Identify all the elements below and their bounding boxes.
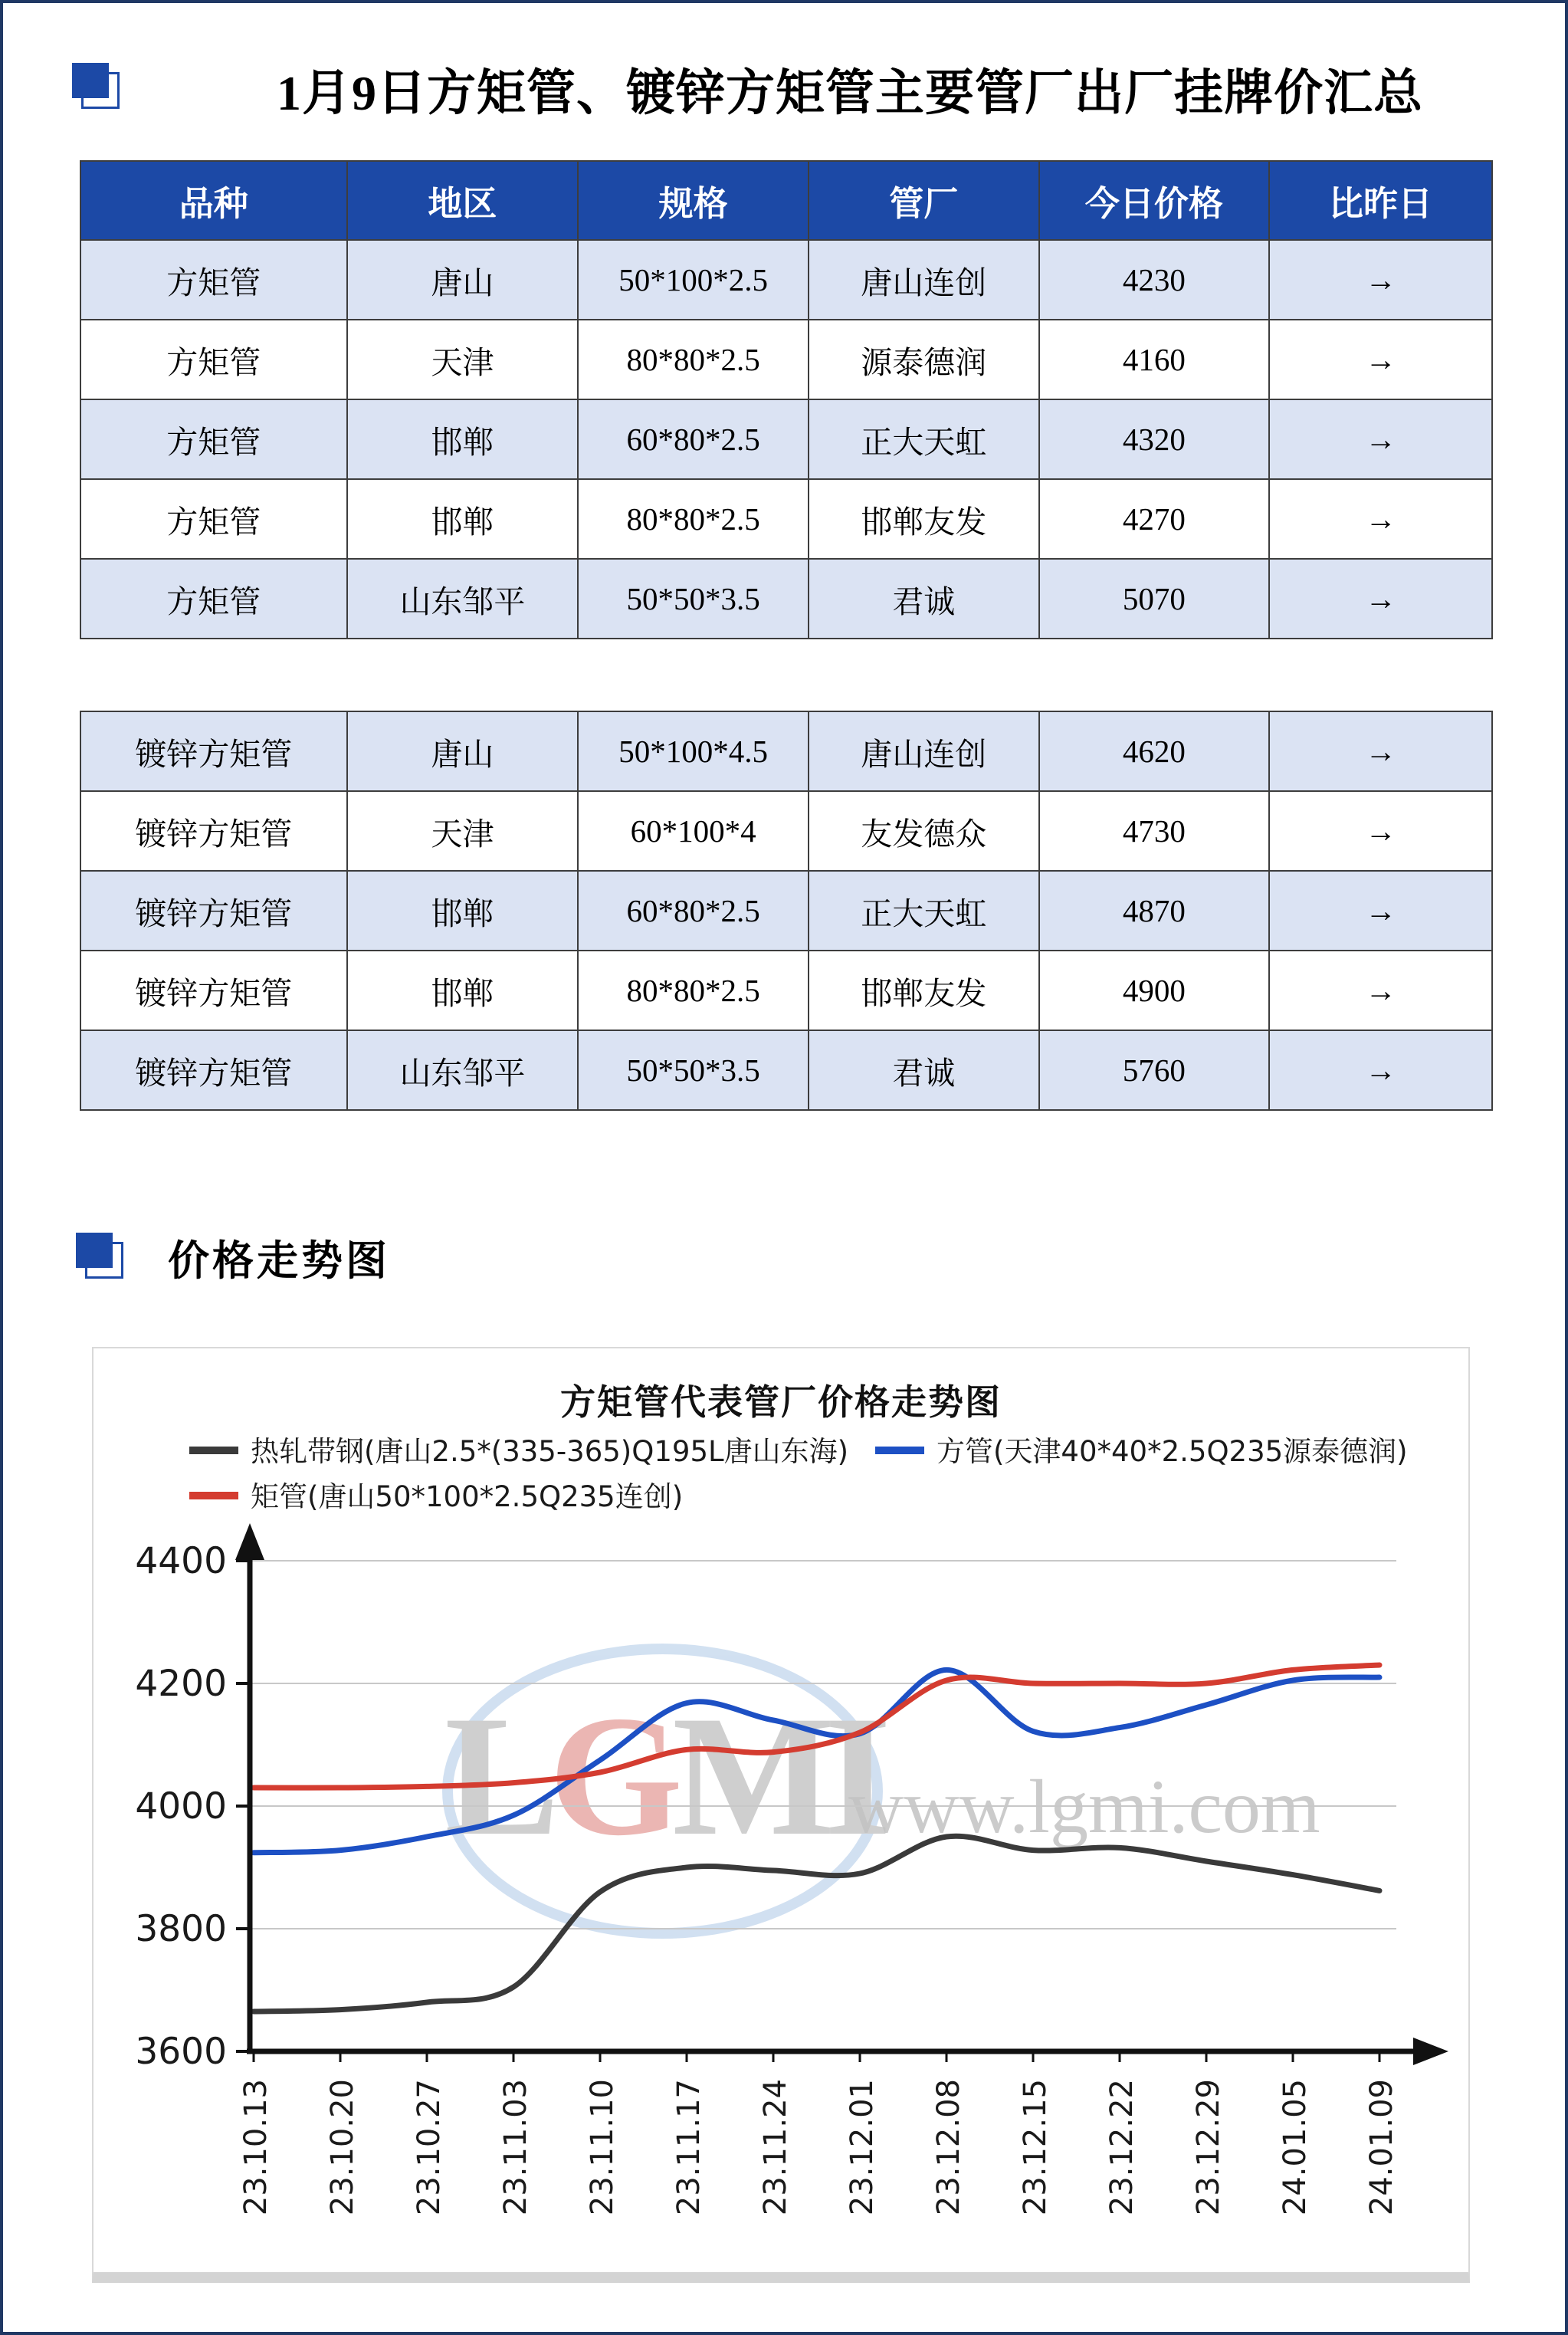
price-trend-chart <box>92 1347 1470 2283</box>
cell-factory: 正大天虹 <box>809 399 1039 479</box>
cell-variety: 镀锌方矩管 <box>80 871 347 951</box>
cell-factory: 邯郸友发 <box>809 951 1039 1030</box>
cell-price: 5760 <box>1039 1030 1270 1110</box>
cell-spec: 50*50*3.5 <box>578 559 809 639</box>
cell-price: 4270 <box>1039 479 1270 559</box>
cell-region: 山东邹平 <box>347 559 579 639</box>
cell-spec: 80*80*2.5 <box>578 320 809 399</box>
cell-change-arrow: → <box>1269 559 1492 639</box>
cell-region: 唐山 <box>347 711 579 791</box>
x-tick-label: 23.11.17 <box>671 2079 707 2216</box>
table-row <box>80 791 1492 871</box>
cell-factory: 唐山连创 <box>809 711 1039 791</box>
x-tick-label: 23.12.15 <box>1018 2079 1053 2216</box>
table-row <box>80 240 1492 320</box>
cell-spec: 80*80*2.5 <box>578 951 809 1030</box>
cell-change-arrow: → <box>1269 240 1492 320</box>
table-row <box>80 871 1492 951</box>
legend-label: 矩管(唐山50*100*2.5Q235连创) <box>251 1480 684 1513</box>
cell-region: 邯郸 <box>347 871 579 951</box>
x-tick-label: 24.01.09 <box>1364 2079 1399 2216</box>
x-tick-label: 24.01.05 <box>1278 2079 1313 2216</box>
x-tick-label: 23.10.20 <box>325 2079 360 2216</box>
cell-variety: 镀锌方矩管 <box>80 711 347 791</box>
legend-line-swatch-black <box>189 1447 238 1454</box>
legend-label: 热轧带钢(唐山2.5*(335-365)Q195L唐山东海) <box>251 1435 849 1468</box>
cell-price: 4900 <box>1039 951 1270 1030</box>
series-line-1 <box>254 1670 1379 1852</box>
cell-change-arrow: → <box>1269 951 1492 1030</box>
blue-square-bullet-icon <box>76 1233 123 1279</box>
y-tick-label: 4200 <box>135 1663 227 1705</box>
legend-line-swatch-blue <box>875 1447 924 1454</box>
cell-factory: 君诚 <box>809 559 1039 639</box>
cell-spec: 60*100*4 <box>578 791 809 871</box>
x-tick-label: 23.12.01 <box>845 2079 880 2216</box>
cell-variety: 镀锌方矩管 <box>80 791 347 871</box>
series-line-0 <box>254 1836 1379 2012</box>
cell-variety: 方矩管 <box>80 479 347 559</box>
cell-spec: 50*100*2.5 <box>578 240 809 320</box>
x-tick-label: 23.11.10 <box>585 2079 620 2216</box>
cell-spec: 50*100*4.5 <box>578 711 809 791</box>
x-tick-label: 23.10.27 <box>412 2079 447 2216</box>
x-tick-label: 23.10.13 <box>238 2079 274 2216</box>
price-table <box>80 160 1493 1111</box>
cell-change-arrow: → <box>1269 320 1492 399</box>
cell-price: 4870 <box>1039 871 1270 951</box>
y-tick-label: 3800 <box>135 1908 227 1950</box>
cell-spec: 50*50*3.5 <box>578 1030 809 1110</box>
cell-variety: 方矩管 <box>80 399 347 479</box>
table-row <box>80 320 1492 399</box>
y-tick-label: 4000 <box>135 1785 227 1828</box>
cell-region: 山东邹平 <box>347 1030 579 1110</box>
lgmi-logo-watermark: LGMI <box>442 1644 883 1939</box>
legend-item-rect-pipe <box>189 1473 683 1515</box>
cell-price: 4160 <box>1039 320 1270 399</box>
col-header-today-price: 今日价格 <box>1039 161 1270 240</box>
cell-region: 唐山 <box>347 240 579 320</box>
cell-change-arrow: → <box>1269 479 1492 559</box>
trend-section-title: 价格走势图 <box>168 1238 390 1284</box>
chart-title: 方矩管代表管厂价格走势图 <box>560 1381 1002 1423</box>
col-header-spec: 规格 <box>578 161 809 240</box>
col-header-variety: 品种 <box>80 161 347 240</box>
cell-price: 4620 <box>1039 711 1270 791</box>
cell-change-arrow: → <box>1269 1030 1492 1110</box>
table-header-row <box>80 161 1492 240</box>
legend-line-swatch-red <box>189 1492 238 1499</box>
cell-region: 邯郸 <box>347 399 579 479</box>
x-tick-label: 23.12.08 <box>931 2079 966 2216</box>
x-tick-label: 23.12.22 <box>1104 2079 1140 2216</box>
table-row <box>80 479 1492 559</box>
table-row <box>80 559 1492 639</box>
table-row <box>80 1030 1492 1110</box>
y-axis-arrow <box>235 1523 264 1560</box>
cell-region: 天津 <box>347 791 579 871</box>
cell-region: 邯郸 <box>347 951 579 1030</box>
blue-square-bullet-icon <box>72 63 120 109</box>
cell-price: 4320 <box>1039 399 1270 479</box>
cell-region: 邯郸 <box>347 479 579 559</box>
cell-factory: 友发德众 <box>809 791 1039 871</box>
legend-label: 方管(天津40*40*2.5Q235源泰德润) <box>937 1435 1408 1468</box>
cell-variety: 方矩管 <box>80 320 347 399</box>
legend-item-hot-rolled-strip <box>189 1428 848 1470</box>
x-tick-label: 23.12.29 <box>1191 2079 1226 2216</box>
x-tick-label: 23.11.03 <box>498 2079 533 2216</box>
cell-price: 4230 <box>1039 240 1270 320</box>
table-spacer-row <box>80 639 1492 711</box>
cell-change-arrow: → <box>1269 711 1492 791</box>
table-row <box>80 711 1492 791</box>
x-axis-arrow <box>1413 2038 1448 2065</box>
cell-change-arrow: → <box>1269 871 1492 951</box>
y-tick-label: 3600 <box>135 2031 227 2073</box>
cell-region: 天津 <box>347 320 579 399</box>
y-tick-label: 4400 <box>135 1540 227 1582</box>
cell-factory: 君诚 <box>809 1030 1039 1110</box>
cell-variety: 方矩管 <box>80 240 347 320</box>
cell-change-arrow: → <box>1269 791 1492 871</box>
cell-price: 5070 <box>1039 559 1270 639</box>
table-row <box>80 399 1492 479</box>
cell-variety: 方矩管 <box>80 559 347 639</box>
cell-factory: 源泰德润 <box>809 320 1039 399</box>
col-header-vs-yesterday: 比昨日 <box>1269 161 1492 240</box>
col-header-factory: 管厂 <box>809 161 1039 240</box>
cell-spec: 80*80*2.5 <box>578 479 809 559</box>
cell-variety: 镀锌方矩管 <box>80 1030 347 1110</box>
cell-change-arrow: → <box>1269 399 1492 479</box>
cell-spec: 60*80*2.5 <box>578 871 809 951</box>
cell-factory: 邯郸友发 <box>809 479 1039 559</box>
website-watermark: www.lgmi.com <box>848 1764 1320 1849</box>
x-tick-label: 23.11.24 <box>758 2079 793 2216</box>
legend-item-square-pipe <box>875 1428 1408 1470</box>
col-header-region: 地区 <box>347 161 579 240</box>
cell-price: 4730 <box>1039 791 1270 871</box>
cell-factory: 唐山连创 <box>809 240 1039 320</box>
table-row <box>80 951 1492 1030</box>
cell-factory: 正大天虹 <box>809 871 1039 951</box>
cell-variety: 镀锌方矩管 <box>80 951 347 1030</box>
cell-spec: 60*80*2.5 <box>578 399 809 479</box>
page-title: 1月9日方矩管、镀锌方矩管主要管厂出厂挂牌价汇总 <box>277 66 1423 120</box>
